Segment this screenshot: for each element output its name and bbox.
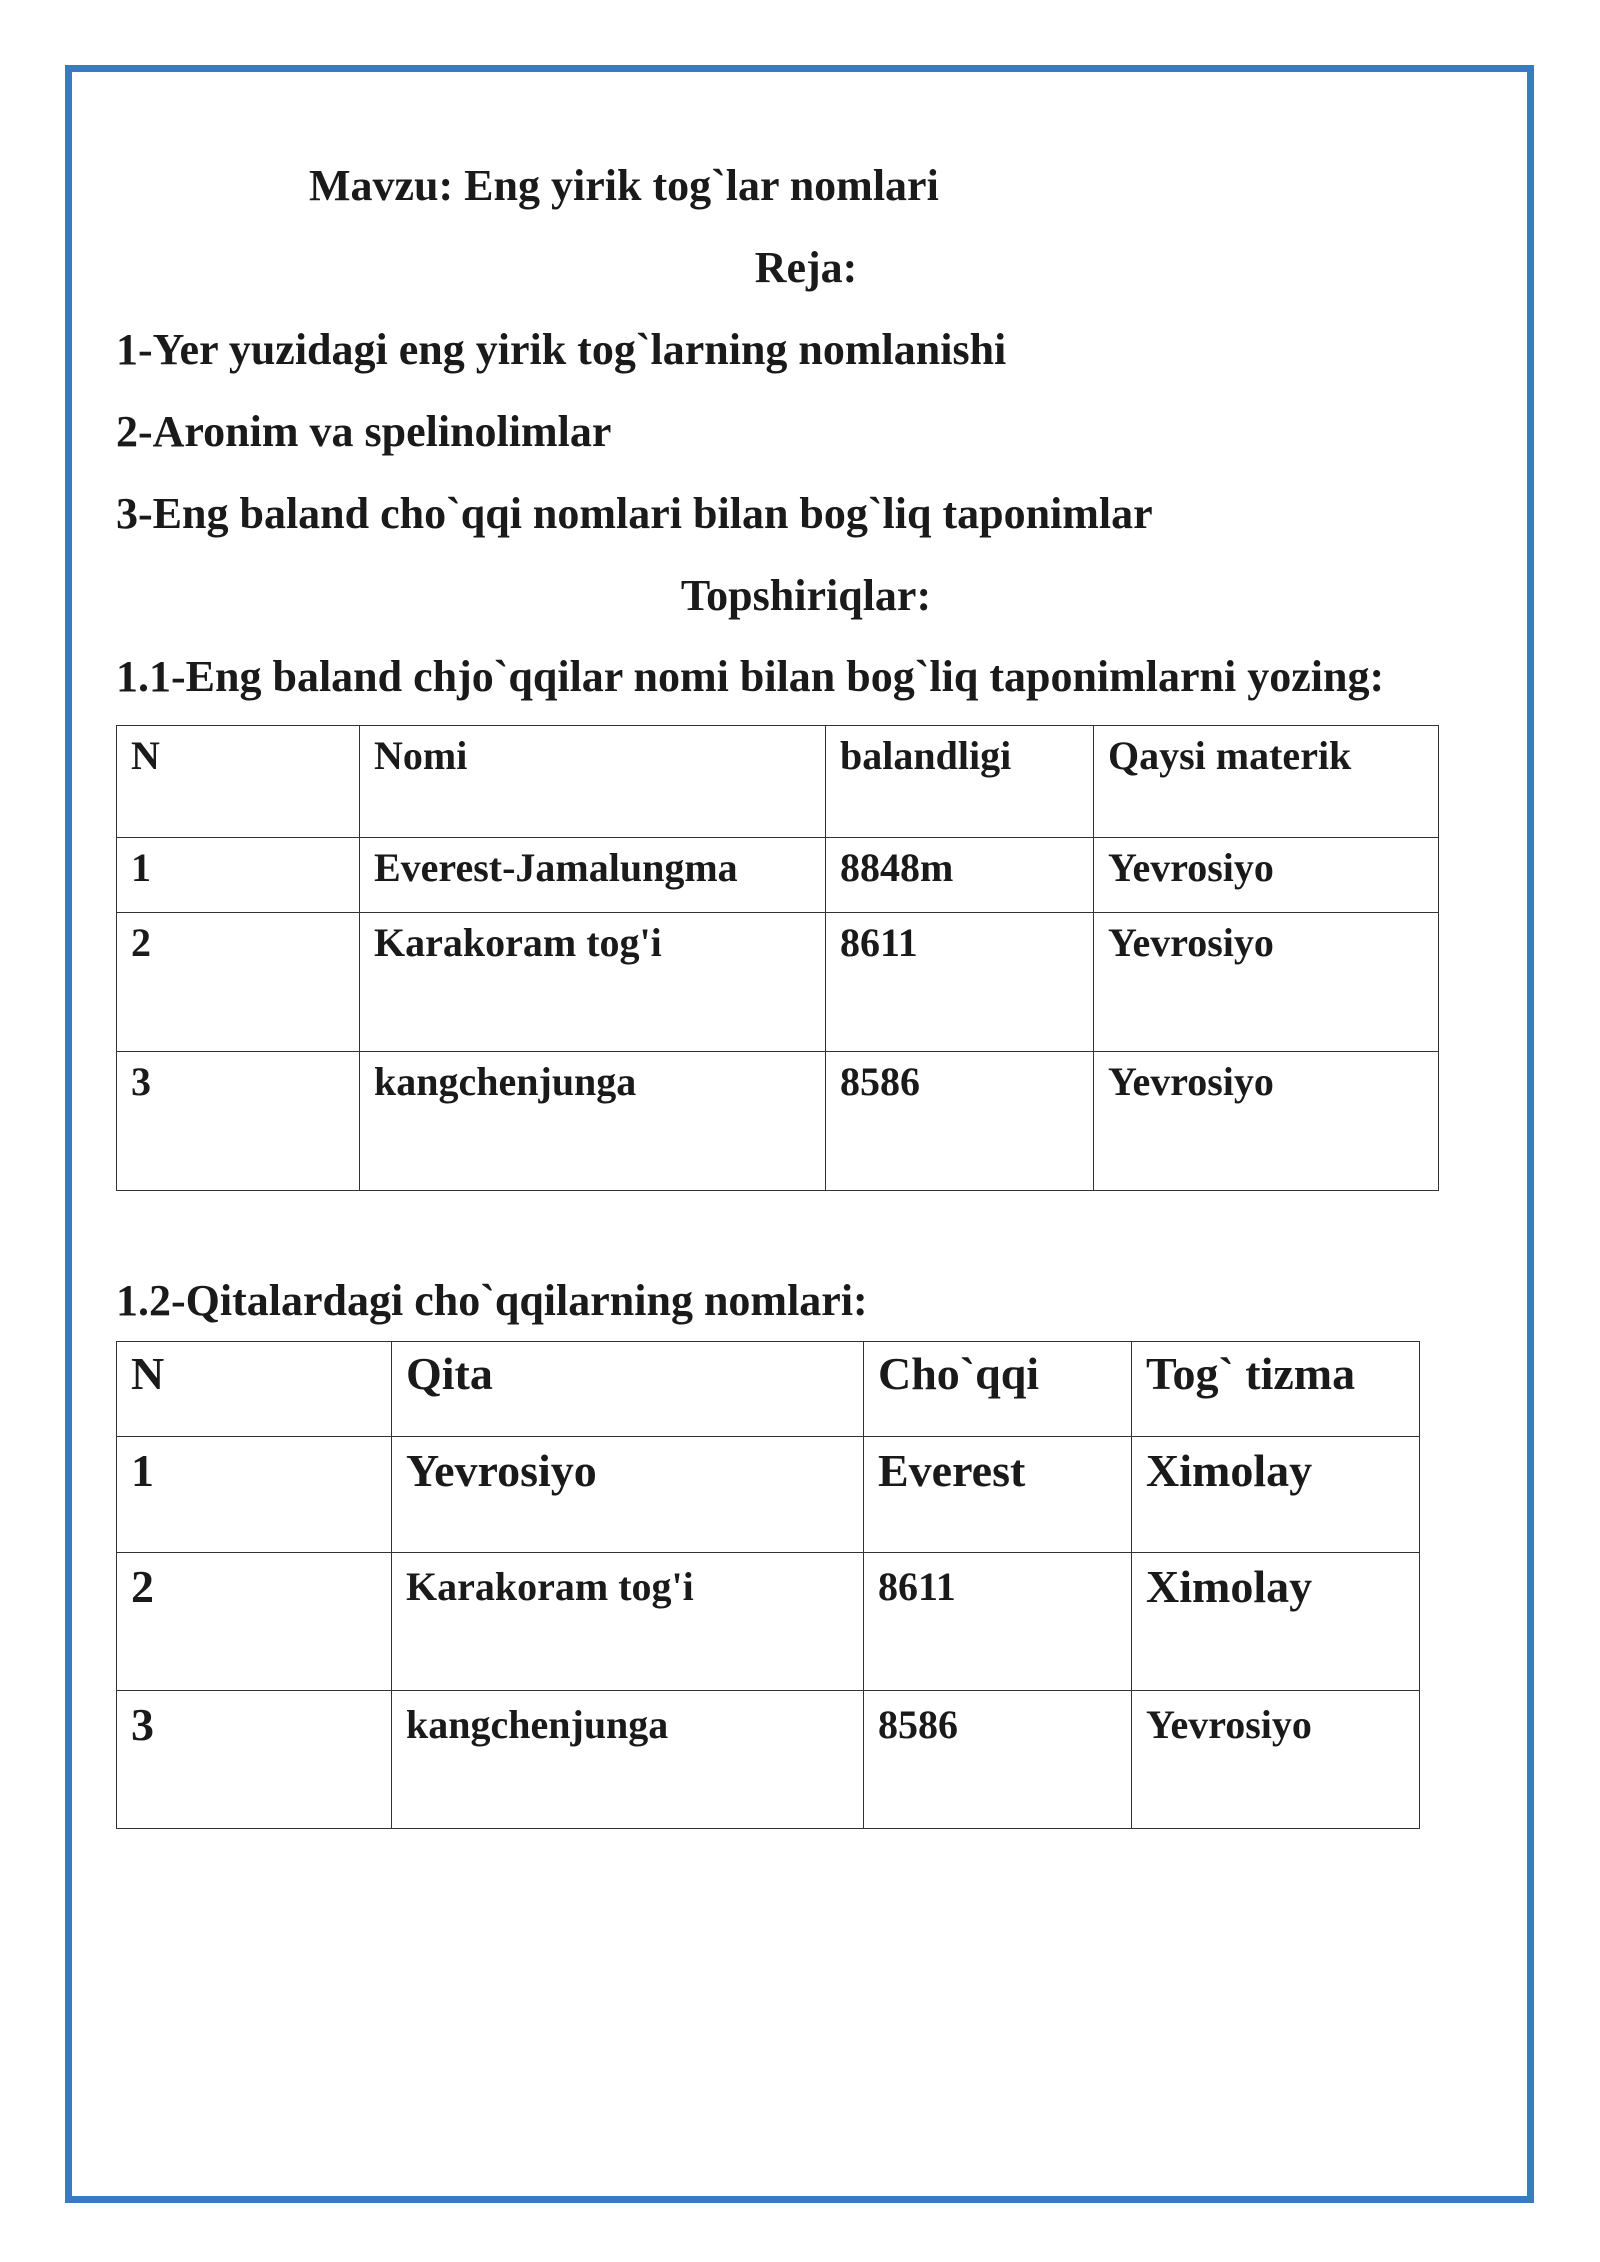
table-cell: Ximolay bbox=[1132, 1437, 1420, 1553]
table-cell: Karakoram tog'i bbox=[360, 913, 826, 1052]
table-cell: 8611 bbox=[826, 913, 1094, 1052]
task2-heading: 1.2-Qitalardagi cho`qqilarning nomlari: bbox=[116, 1276, 868, 1325]
table-cell: Everest-Jamalungma bbox=[360, 838, 826, 913]
document-body bbox=[116, 145, 1496, 1829]
table-cell: Yevrosiyo bbox=[392, 1437, 864, 1553]
table-cell: 3 bbox=[117, 1691, 392, 1829]
table-row bbox=[117, 1437, 1420, 1553]
table-header-cell: Qita bbox=[392, 1342, 864, 1437]
table-header-cell: Cho`qqi bbox=[864, 1342, 1132, 1437]
table-cell: 8848m bbox=[826, 838, 1094, 913]
tasks-heading: Topshiriqlar: bbox=[680, 571, 932, 620]
table-cell: Ximolay bbox=[1132, 1553, 1420, 1691]
table-row bbox=[117, 913, 1439, 1052]
table-header-cell: Tog` tizma bbox=[1132, 1342, 1420, 1437]
table-cell: 1 bbox=[117, 838, 360, 913]
table-header-cell: N bbox=[117, 1342, 392, 1437]
table-row bbox=[117, 1553, 1420, 1691]
table-cell: 1 bbox=[117, 1437, 392, 1553]
table-header-cell: Nomi bbox=[360, 726, 826, 838]
table-cell: 2 bbox=[117, 1553, 392, 1691]
document-title: Mavzu: Eng yirik tog`lar nomlari bbox=[309, 161, 939, 210]
table-cell: Yevrosiyo bbox=[1132, 1691, 1420, 1829]
plan-heading: Reja: bbox=[754, 243, 858, 292]
plan-item-3: 3-Eng baland cho`qqi nomlari bilan bog`liq taponimlar bbox=[116, 489, 1153, 538]
table-cell: Everest bbox=[864, 1437, 1132, 1553]
table-cell: Yevrosiyo bbox=[1094, 913, 1439, 1052]
table-row bbox=[117, 1691, 1420, 1829]
table-cell: 3 bbox=[117, 1052, 360, 1191]
table-cell: kangchenjunga bbox=[392, 1691, 864, 1829]
table-header-cell: N bbox=[117, 726, 360, 838]
table-header-row bbox=[117, 726, 1439, 838]
table-cell: 2 bbox=[117, 913, 360, 1052]
task2-table bbox=[116, 1341, 1420, 1829]
table-row bbox=[117, 1052, 1439, 1191]
task1-heading: 1.1-Eng baland chjo`qqilar nomi bilan bog`liq taponimlarni yozing: bbox=[116, 652, 1385, 701]
plan-item-2: 2-Aronim va spelinolimlar bbox=[116, 407, 612, 456]
table-cell: 8586 bbox=[826, 1052, 1094, 1191]
table-cell: Yevrosiyo bbox=[1094, 838, 1439, 913]
table-row bbox=[117, 838, 1439, 913]
table-cell: 8611 bbox=[864, 1553, 1132, 1691]
table-cell: Karakoram tog'i bbox=[392, 1553, 864, 1691]
table-cell: 8586 bbox=[864, 1691, 1132, 1829]
task1-table bbox=[116, 725, 1439, 1191]
plan-item-1: 1-Yer yuzidagi eng yirik tog`larning nomlanishi bbox=[116, 325, 1007, 374]
table-header-row bbox=[117, 1342, 1420, 1437]
table-cell: kangchenjunga bbox=[360, 1052, 826, 1191]
table-header-cell: balandligi bbox=[826, 726, 1094, 838]
table-cell: Yevrosiyo bbox=[1094, 1052, 1439, 1191]
table-header-cell: Qaysi materik bbox=[1094, 726, 1439, 838]
